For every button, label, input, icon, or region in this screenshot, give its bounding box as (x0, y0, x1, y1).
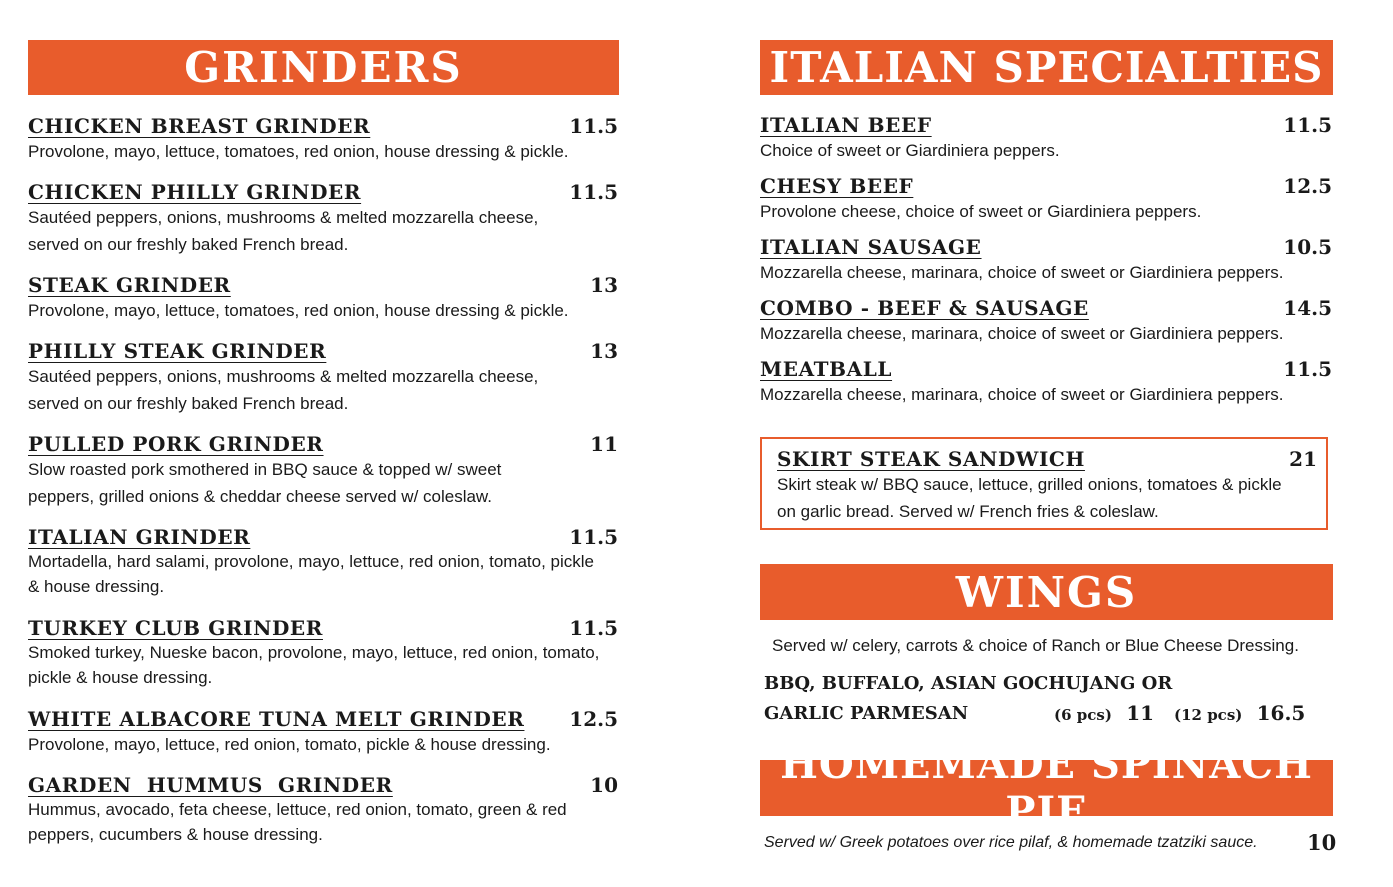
item-price: 13 (590, 273, 618, 297)
item-price: 12.5 (569, 707, 618, 731)
item-description: peppers, grilled onions & cheddar cheese served w/ coleslaw. (28, 487, 492, 506)
item-name: ITALIAN SAUSAGE (760, 235, 982, 259)
wings-note: Served w/ celery, carrots & choice of Ranch or Blue Cheese Dressing. (772, 636, 1299, 655)
wings-flavors-line1: BBQ, BUFFALO, ASIAN GOCHUJANG OR (764, 673, 1173, 694)
grinders-banner (28, 40, 619, 95)
item-name: CHICKEN PHILLY GRINDER (28, 180, 362, 204)
menu-item (28, 432, 618, 510)
item-name: STEAK GRINDER (28, 273, 231, 297)
wings-small-label: (6 pcs) (1054, 706, 1112, 724)
item-name: GARDEN HUMMUS GRINDER (28, 773, 393, 797)
item-name: ITALIAN GRINDER (28, 525, 251, 549)
menu-item (760, 357, 1332, 408)
item-name: WHITE ALBACORE TUNA MELT GRINDER (28, 707, 525, 731)
item-price: 10 (590, 773, 618, 797)
spinach-pie-price: 10 (1307, 830, 1337, 855)
item-name: PHILLY STEAK GRINDER (28, 339, 327, 363)
menu-item (28, 773, 618, 847)
item-price: 11.5 (569, 616, 618, 640)
item-description: Provolone, mayo, lettuce, tomatoes, red onion, house dressing & pickle. (28, 301, 569, 320)
menu-item (760, 296, 1332, 347)
item-name: ITALIAN BEEF (760, 113, 932, 137)
item-description: served on our freshly baked French bread. (28, 235, 349, 254)
menu-item (28, 273, 618, 324)
spinach-pie-banner (760, 741, 1333, 835)
item-name: TURKEY CLUB GRINDER (28, 616, 323, 640)
item-description: Choice of sweet or Giardiniera peppers. (760, 141, 1060, 160)
item-price: 11.5 (569, 114, 618, 138)
item-price: 11.5 (569, 180, 618, 204)
menu-item (760, 113, 1332, 164)
item-description: Sautéed peppers, onions, mushrooms & melted mozzarella cheese, (28, 208, 539, 227)
wings-small-price: 11 (1126, 701, 1155, 725)
wings-small-portion (1054, 701, 1154, 725)
menu-item (28, 114, 618, 165)
item-price: 21 (1289, 447, 1317, 471)
item-description: Provolone cheese, choice of sweet or Giardiniera peppers. (760, 202, 1202, 221)
menu-item (28, 525, 618, 599)
menu-item (760, 174, 1332, 225)
item-price: 11 (590, 432, 618, 456)
item-name: CHESY BEEF (760, 174, 914, 198)
item-description: Hummus, avocado, feta cheese, lettuce, red onion, tomato, green & red (28, 800, 567, 819)
item-description: Mozzarella cheese, marinara, choice of sweet or Giardiniera peppers. (760, 324, 1284, 343)
item-description: Provolone, mayo, lettuce, tomatoes, red onion, house dressing & pickle. (28, 142, 569, 161)
item-description: Mozzarella cheese, marinara, choice of sweet or Giardiniera peppers. (760, 385, 1284, 404)
item-description: Skirt steak w/ BBQ sauce, lettuce, grilled onions, tomatoes & pickle (777, 475, 1282, 494)
item-description: Mozzarella cheese, marinara, choice of sweet or Giardiniera peppers. (760, 263, 1284, 282)
item-price: 14.5 (1283, 296, 1332, 320)
spinach-pie-note: Served w/ Greek potatoes over rice pilaf, & homemade tzatziki sauce. (764, 834, 1258, 851)
item-name: SKIRT STEAK SANDWICH (777, 447, 1085, 471)
item-description: Mortadella, hard salami, provolone, mayo, lettuce, red onion, tomato, pickle (28, 552, 595, 571)
grinders-title: GRINDERS (184, 43, 463, 92)
wings-banner (760, 564, 1333, 620)
menu-item (28, 707, 618, 758)
item-name: PULLED PORK GRINDER (28, 432, 324, 456)
item-description: served on our freshly baked French bread. (28, 394, 349, 413)
item-price: 12.5 (1283, 174, 1332, 198)
menu-item (28, 339, 618, 417)
item-price: 11.5 (1283, 113, 1332, 137)
featured-item-box (760, 437, 1328, 530)
item-price: 11.5 (1283, 357, 1332, 381)
item-price: 10.5 (1283, 235, 1332, 259)
featured-item (777, 447, 1317, 525)
item-description: Sautéed peppers, onions, mushrooms & melted mozzarella cheese, (28, 367, 539, 386)
item-price: 11.5 (569, 525, 618, 549)
wings-large-label: (12 pcs) (1174, 706, 1243, 724)
wings-large-price: 16.5 (1256, 701, 1306, 725)
wings-large-portion (1174, 701, 1305, 725)
menu-item (760, 235, 1332, 286)
item-description: Smoked turkey, Nueske bacon, provolone, mayo, lettuce, red onion, tomato, (28, 643, 600, 662)
item-description: Provolone, mayo, lettuce, red onion, tomato, pickle & house dressing. (28, 735, 551, 754)
item-name: COMBO - BEEF & SAUSAGE (760, 296, 1089, 320)
item-description: pickle & house dressing. (28, 668, 213, 687)
item-name: MEATBALL (760, 357, 893, 381)
menu-item (28, 180, 618, 258)
item-description: Slow roasted pork smothered in BBQ sauce & topped w/ sweet (28, 460, 502, 479)
italian-specialties-banner (760, 40, 1333, 95)
item-description: on garlic bread. Served w/ French fries & coleslaw. (777, 502, 1159, 521)
wings-flavors-line2: GARLIC PARMESAN (764, 703, 969, 724)
item-name: CHICKEN BREAST GRINDER (28, 114, 371, 138)
item-description: peppers, cucumbers & house dressing. (28, 825, 323, 844)
spinach-pie-title: HOMEMADE SPINACH PIE (780, 741, 1313, 835)
item-price: 13 (590, 339, 618, 363)
item-description: & house dressing. (28, 577, 165, 596)
menu-item (28, 616, 618, 690)
wings-title: WINGS (955, 567, 1138, 617)
italian-specialties-title: ITALIAN SPECIALTIES (769, 43, 1324, 92)
